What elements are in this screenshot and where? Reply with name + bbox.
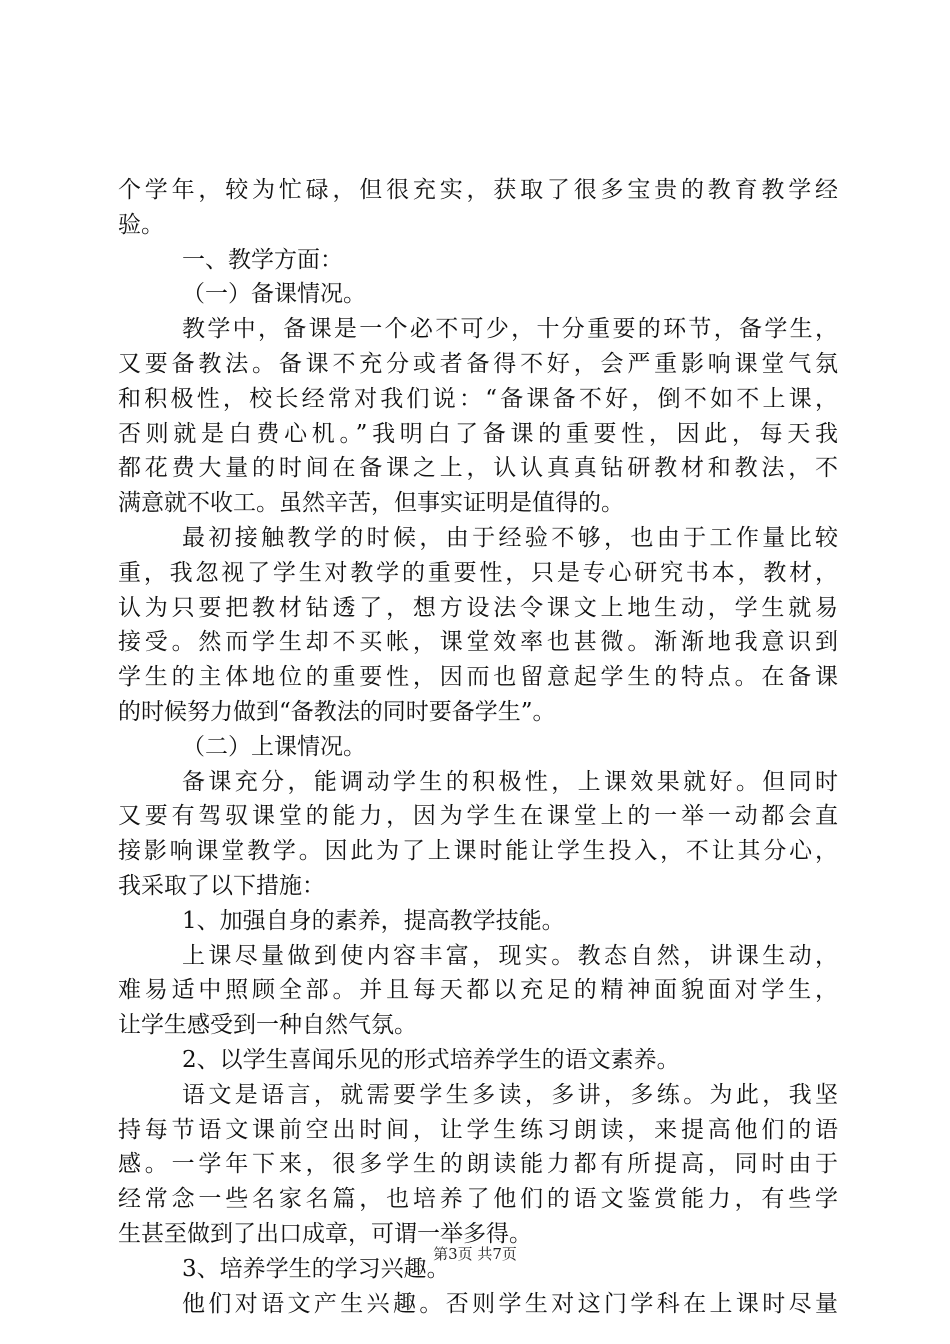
text-line: （二）上课情况。 <box>182 733 366 760</box>
text-line: 验。 <box>118 211 164 238</box>
text-line: 备课充分，能调动学生的积极性，上课效果就好。但同时 <box>182 768 838 795</box>
text-line: 又要有驾驭课堂的能力，因为学生在课堂上的一举一动都会直 <box>118 803 838 830</box>
text-line: 的时候努力做到“备教法的同时要备学生”。 <box>118 698 556 725</box>
text-line: 让学生感受到一种自然气氛。 <box>118 1012 417 1039</box>
text-line: 重，我忽视了学生对教学的重要性，只是专心研究书本，教材， <box>118 559 838 586</box>
text-line: 感。一学年下来，很多学生的朗读能力都有所提高，同时由于 <box>118 1151 838 1178</box>
text-line: 一、教学方面： <box>182 246 343 273</box>
text-line: 他们对语文产生兴趣。否则学生对这门学科在上课时尽量 <box>182 1290 838 1317</box>
text-line: 语文是语言，就需要学生多读，多讲，多练。为此，我坚 <box>182 1081 838 1108</box>
text-line: 满意就不收工。虽然辛苦，但事实证明是值得的。 <box>118 490 624 517</box>
text-line: 和积极性，校长经常对我们说：“备课备不好，倒不如不上课， <box>118 385 838 412</box>
text-line: 认为只要把教材钻透了，想方设法令课文上地生动，学生就易 <box>118 594 838 621</box>
text-line: 教学中，备课是一个必不可少，十分重要的环节，备学生， <box>182 316 838 343</box>
text-line: 2、以学生喜闻乐见的形式培养学生的语文素养。 <box>182 1046 680 1073</box>
text-line: 接影响课堂教学。因此为了上课时能让学生投入，不让其分心， <box>118 838 838 865</box>
text-line: 上课尽量做到使内容丰富，现实。教态自然，讲课生动， <box>182 942 838 969</box>
text-line: 3、培养学生的学习兴趣。 <box>182 1255 450 1282</box>
text-line: 生甚至做到了出口成章，可谓一举多得。 <box>118 1220 532 1247</box>
text-line: 又要备教法。备课不充分或者备得不好，会严重影响课堂气氛 <box>118 350 838 377</box>
text-line: 个学年，较为忙碌，但很充实，获取了很多宝贵的教育教学经 <box>118 177 838 203</box>
text-line: 最初接触教学的时候，由于经验不够，也由于工作量比较 <box>182 524 838 551</box>
text-line: （一）备课情况。 <box>182 281 366 308</box>
text-line: 我采取了以下措施： <box>118 872 325 899</box>
text-line: 难易适中照顾全部。并且每天都以充足的精神面貌面对学生， <box>118 977 838 1004</box>
text-line: 学生的主体地位的重要性，因而也留意起学生的特点。在备课 <box>118 664 838 691</box>
text-line: 1、加强自身的素养，提高教学技能。 <box>182 907 565 934</box>
text-line: 都花费大量的时间在备课之上，认认真真钻研教材和教法，不 <box>118 455 838 482</box>
text-line: 否则就是白费心机。”我明白了备课的重要性，因此，每天我 <box>118 420 838 447</box>
page-footer: 第3页 共7页 <box>433 1245 517 1263</box>
text-line: 经常念一些名家名篇，也培养了他们的语文鉴赏能力，有些学 <box>118 1186 838 1213</box>
document-body <box>118 173 838 1321</box>
text-line: 接受。然而学生却不买帐，课堂效率也甚微。渐渐地我意识到 <box>118 629 838 656</box>
text-line: 持每节语文课前空出时间，让学生练习朗读，来提高他们的语 <box>118 1116 838 1143</box>
